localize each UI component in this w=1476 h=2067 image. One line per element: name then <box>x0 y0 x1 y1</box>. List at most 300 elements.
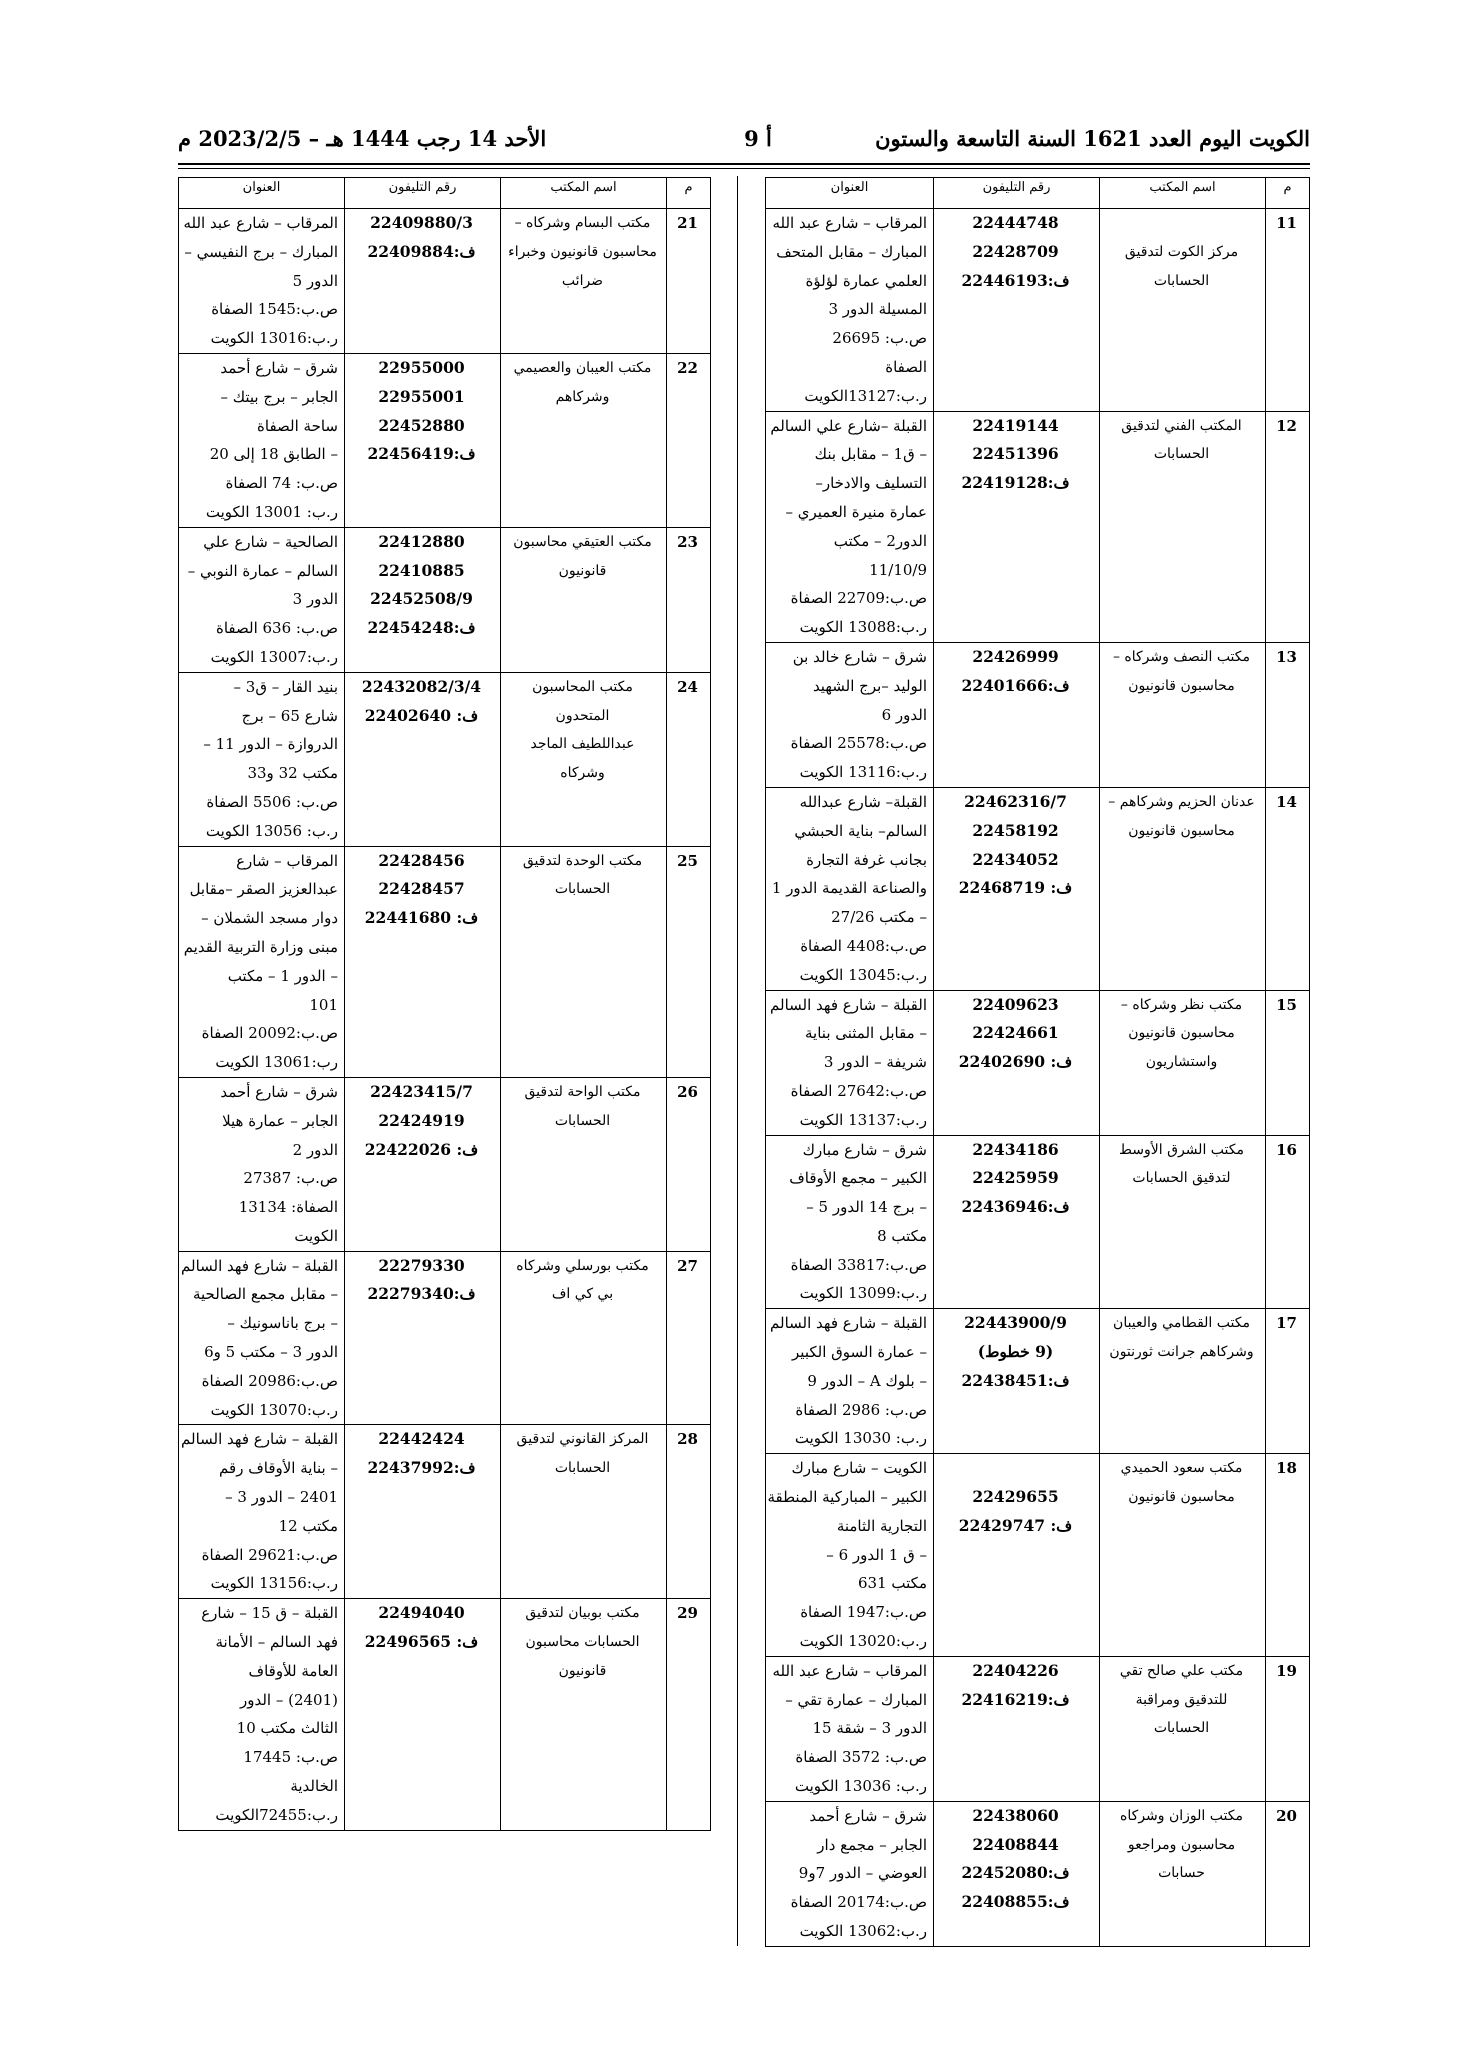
office-address-line: ص.ب: 74 الصفاة <box>225 474 338 493</box>
office-address-line: – برج باناسونيك – <box>227 1314 338 1333</box>
office-name-line: الحسابات <box>554 881 611 898</box>
office-phone-line: ف: 22402640 <box>364 705 479 725</box>
office-phone-line: 22425959 <box>972 1168 1059 1188</box>
table-row <box>179 353 711 527</box>
office-phone <box>345 1251 501 1425</box>
office-address-line: المرقاب – شارع عبد الله <box>183 214 338 232</box>
office-address-line: الكويت <box>294 1226 338 1245</box>
office-phone-line: ف:22409884 <box>367 241 476 261</box>
office-phone <box>345 1599 501 1830</box>
office-address-line: ر.ب:13088 الكويت <box>799 618 927 637</box>
office-address-line: المبارك – مقابل المتحف <box>776 242 927 261</box>
office-address-line: مبنى وزارة التربية القديم <box>183 937 338 956</box>
office-name-line: الحسابات <box>1153 1720 1210 1737</box>
office-phone-line: 22424661 <box>972 1023 1059 1043</box>
office-address-line: شريفة – الدور 3 <box>823 1053 927 1072</box>
office-address-line: الدروازة – الدور 11 – <box>203 735 338 754</box>
table-row <box>766 1454 1310 1657</box>
office-name-line: مكتب الوحدة لتدقيق <box>522 852 643 869</box>
office-address-line: ر.ب:13116 الكويت <box>799 763 927 782</box>
office-address-line: المرقاب – شارع <box>236 851 338 870</box>
office-address-line: العامة للأوقاف <box>248 1661 338 1680</box>
office-address-line: شرق – شارع أحمد <box>220 358 338 377</box>
table-header-row <box>766 178 1310 209</box>
office-address <box>766 209 934 412</box>
office-address-line: الدور 3 – مكتب 5 و6 <box>204 1343 338 1362</box>
office-phone <box>345 353 501 527</box>
office-name <box>1100 1801 1266 1946</box>
office-address-line: التجارية الثامنة <box>836 1516 927 1535</box>
header-rule-thin <box>178 168 1310 169</box>
table-row <box>766 990 1310 1135</box>
row-number: 12 <box>1266 411 1310 642</box>
office-address-line: – مقابل مجمع الصالحية <box>192 1285 338 1304</box>
office-address-line: ر.ب: 13056 الكويت <box>205 821 338 840</box>
office-address <box>179 1077 345 1251</box>
issue-date: الأحد 14 رجب 1444 هـ – 2023/2/5 م <box>178 126 547 151</box>
office-name-line: الحسابات <box>1153 272 1210 289</box>
row-number: 23 <box>667 527 711 672</box>
office-phone-line: ف:22408855 <box>961 1892 1070 1912</box>
office-address-line: ر.ب:13020 الكويت <box>799 1632 927 1651</box>
office-address-line: – مكتب 27/26 <box>831 908 927 927</box>
office-phone-line: ف: 22441680 <box>364 908 479 928</box>
offices-table-left <box>178 177 711 1831</box>
col-header-office-name: اسم المكتب <box>501 178 667 209</box>
office-phone-line: ف:22438451 <box>961 1370 1070 1390</box>
office-address-line: الصالحية – شارع علي <box>203 532 338 551</box>
office-name-line: مكتب المحاسبون <box>532 678 633 695</box>
office-name <box>1100 990 1266 1135</box>
office-name-line: وشركاه <box>560 765 605 782</box>
office-phone-line: 22409880/3 <box>370 213 473 232</box>
office-address-line: القبلة – شارع فهد السالم <box>181 1256 338 1275</box>
office-name <box>1100 1656 1266 1801</box>
office-phone <box>934 1801 1100 1946</box>
office-phone-line: 22408844 <box>972 1834 1059 1854</box>
office-address-line: – بلوك A – الدور 9 <box>807 1371 927 1390</box>
office-name-line: الحسابات <box>1153 446 1210 463</box>
office-name-line: المتحدون <box>555 707 610 724</box>
office-address-line: مكتب 12 <box>278 1516 338 1535</box>
col-header-phone: رقم التليفون <box>345 178 501 209</box>
office-address-line: 11/10/9 <box>869 560 927 579</box>
office-phone <box>934 1135 1100 1309</box>
office-address-line: القبلة – ق 15 – شارع <box>201 1604 338 1623</box>
office-address-line: المسيلة الدور 3 <box>828 300 927 319</box>
office-address-line: ر.ب:13099 الكويت <box>799 1284 927 1303</box>
office-phone-line: 22404226 <box>972 1660 1059 1680</box>
office-phone-line: 22442424 <box>378 1429 465 1449</box>
office-name-line: مركز الكوت لتدقيق <box>1124 243 1239 260</box>
office-address-line: الكبير – مجمع الأوقاف <box>789 1169 927 1188</box>
office-address-line: – ق 1 الدور 6 – <box>826 1545 927 1564</box>
table-row <box>766 1309 1310 1454</box>
row-number: 28 <box>667 1425 711 1599</box>
office-phone-line: 22494040 <box>378 1603 465 1623</box>
office-name <box>1100 209 1266 412</box>
office-address-line: الدور 3 – شقة 15 <box>812 1719 927 1738</box>
office-address-line: القبلة – شارع فهد السالم <box>770 995 927 1014</box>
office-address-line: ص.ب:33817 الصفاة <box>790 1255 927 1274</box>
office-address-line: ر.ب:13016 الكويت <box>210 329 338 348</box>
table-row <box>766 1801 1310 1946</box>
office-phone <box>934 990 1100 1135</box>
office-address-line: (2401) – الدور <box>239 1690 338 1709</box>
office-address <box>179 1599 345 1830</box>
table-row <box>179 846 711 1077</box>
office-address-line: ص.ب:20092 الصفاة <box>201 1024 338 1043</box>
office-address-line: ص.ب:4408 الصفاة <box>800 936 927 955</box>
office-address-line: مكتب 631 <box>858 1574 927 1593</box>
office-address-line: الكويت – شارع مبارك <box>791 1459 927 1478</box>
table-row <box>766 411 1310 642</box>
office-address <box>766 411 934 642</box>
office-address-line: المبارك – عمارة تقي – <box>785 1690 927 1709</box>
office-address-line: ر.ب:13045 الكويت <box>799 965 927 984</box>
office-address-line: ر.ب:72455الكويت <box>215 1805 338 1824</box>
office-phone-line: ف:22454248 <box>367 618 476 638</box>
office-phone-line: ف: 22468719 <box>958 878 1073 898</box>
offices-table-right <box>765 177 1310 1947</box>
table-row <box>179 209 711 354</box>
office-address-line: الثالث مكتب 10 <box>236 1719 338 1738</box>
office-address-line: ص.ب: 5506 الصفاة <box>206 792 338 811</box>
office-phone-line: 22432082/3/4 <box>361 676 482 696</box>
office-address-line: – بناية الأوقاف رقم <box>219 1459 338 1478</box>
office-phone-line: ف:22437992 <box>367 1458 476 1478</box>
office-address-line: العلمي عمارة لؤلؤة <box>805 271 927 290</box>
office-address-line: المرقاب – شارع عبد الله <box>772 214 927 232</box>
office-phone <box>934 642 1100 787</box>
table-row <box>766 1656 1310 1801</box>
office-phone-line: 22419144 <box>972 415 1059 435</box>
office-phone <box>934 1309 1100 1454</box>
office-phone-line: ف:22401666 <box>961 675 1070 695</box>
office-address <box>179 846 345 1077</box>
office-phone-line: 22434186 <box>972 1139 1059 1159</box>
office-name-line: محاسبون قانونيون وخبراء <box>508 243 657 260</box>
office-name-line: وشركاهم <box>555 388 610 405</box>
office-phone-line: 22955000 <box>378 357 465 377</box>
office-address-line: ص.ب: 17445 <box>243 1748 338 1767</box>
office-name-line: قانونيون <box>558 1662 607 1679</box>
office-address <box>766 990 934 1135</box>
office-phone-line: ف:22416219 <box>961 1689 1070 1709</box>
gazette-issue-title: الكويت اليوم العدد 1621 السنة التاسعة والستون <box>875 126 1310 151</box>
table-row <box>766 642 1310 787</box>
office-phone <box>345 846 501 1077</box>
row-number: 27 <box>667 1251 711 1425</box>
office-name-line: مكتب العيبان والعصيمي <box>513 359 652 376</box>
office-address-line: ص.ب: 3572 الصفاة <box>795 1748 927 1767</box>
office-address-line: الصفاة <box>885 357 927 376</box>
office-address-line: القبلة –شارع علي السالم <box>770 416 927 435</box>
office-phone-line: ف: 22422026 <box>364 1139 479 1159</box>
office-name <box>1100 787 1266 990</box>
office-address-line: – الدور 1 – مكتب <box>227 966 338 985</box>
office-address-line: القبلة– شارع عبدالله <box>799 792 927 811</box>
col-header-address: العنوان <box>766 178 934 209</box>
office-name-line: مكتب العتيقي محاسبون <box>513 533 652 550</box>
row-number: 18 <box>1266 1454 1310 1657</box>
office-phone <box>934 787 1100 990</box>
office-address-line: الوليد –برج الشهيد <box>812 676 927 695</box>
office-name-line: مكتب علي صالح تقي <box>1119 1662 1244 1679</box>
office-name-line: مكتب الشرق الأوسط <box>1119 1141 1244 1158</box>
office-name <box>501 353 667 527</box>
office-address-line: شرق – شارع أحمد <box>809 1806 927 1825</box>
office-address-line: الكبير – المباركية المنطقة <box>767 1488 927 1507</box>
office-name <box>501 1599 667 1830</box>
office-phone-line: 22955001 <box>378 386 465 406</box>
office-name <box>1100 1135 1266 1309</box>
office-address-line: المبارك – برج النفيسي – <box>184 242 338 261</box>
office-name-line: وشركاهم جرانت ثورنتون <box>1109 1344 1254 1361</box>
office-address-line: بنيد القار – ق3 – <box>233 677 338 696</box>
office-name <box>501 1077 667 1251</box>
office-address-line: السالم– بناية الحبشي <box>794 821 927 840</box>
office-name-line: محاسبون قانونيون <box>1128 677 1235 694</box>
office-phone-line: 22426999 <box>972 646 1059 666</box>
office-address-line: ر.ب:13062 الكويت <box>799 1922 927 1941</box>
office-phone <box>934 209 1100 412</box>
office-phone-line: ف:22279340 <box>367 1284 476 1304</box>
office-name-line: للتدقيق ومراقبة <box>1135 1691 1228 1708</box>
office-name <box>1100 1309 1266 1454</box>
office-address-line: ر.ب:13156 الكويت <box>210 1574 338 1593</box>
office-phone-line: 22443900/9 <box>964 1313 1067 1333</box>
office-address-line: – مقابل المثنى بناية <box>805 1024 927 1043</box>
office-address-line: دوار مسجد الشملان – <box>201 909 338 928</box>
office-address-line: بجانب غرفة التجارة <box>806 850 927 869</box>
office-name <box>501 672 667 846</box>
office-address-line: شارع 65 – برج <box>241 706 338 725</box>
row-number: 24 <box>667 672 711 846</box>
office-name-line: محاسبون قانونيون <box>1128 822 1235 839</box>
office-phone-line: ف: 22429747 <box>958 1515 1073 1535</box>
office-address-line: ص.ب: 27387 <box>243 1169 338 1188</box>
office-address-line: الصفاة: 13134 <box>238 1198 338 1217</box>
office-address-line: الجابر – برج بيتك – <box>220 387 338 406</box>
office-name <box>1100 642 1266 787</box>
table-row <box>766 1135 1310 1309</box>
header-rule-thick <box>178 163 1310 165</box>
office-address-line: شرق – شارع مبارك <box>802 1140 927 1159</box>
col-header-address: العنوان <box>179 178 345 209</box>
office-name-line: مكتب الوزان وشركاه <box>1120 1807 1243 1824</box>
office-address <box>179 527 345 672</box>
office-address-line: الدور 2 <box>292 1140 338 1159</box>
office-phone-line: 22424919 <box>378 1110 465 1130</box>
office-phone <box>934 411 1100 642</box>
office-name-line: واستشاريون <box>1145 1054 1218 1071</box>
office-phone-line: 22428709 <box>972 241 1059 261</box>
office-phone-line: 22462316/7 <box>964 791 1067 811</box>
office-address-line: القبلة – شارع فهد السالم <box>770 1314 927 1333</box>
office-address <box>766 1656 934 1801</box>
office-address-line: ص.ب:1947 الصفاة <box>800 1603 927 1622</box>
table-row <box>766 209 1310 412</box>
row-number: 20 <box>1266 1801 1310 1946</box>
office-phone <box>934 1656 1100 1801</box>
col-header-phone: رقم التليفون <box>934 178 1100 209</box>
office-address-line: 2401 – الدور 3 – <box>225 1488 338 1507</box>
office-phone-line: (9 خطوط) <box>977 1342 1054 1362</box>
office-name-line: عدنان الحزيم وشركاهم – <box>1108 793 1255 810</box>
office-name-line: مكتب القطامي والعيبان <box>1113 1315 1250 1332</box>
office-name-line: مكتب نظر وشركاه – <box>1120 996 1243 1013</box>
office-address-line: المرقاب – شارع عبد الله <box>772 1661 927 1680</box>
office-phone-line: 22279330 <box>378 1255 465 1275</box>
row-number: 22 <box>667 353 711 527</box>
col-header-num: م <box>1266 178 1310 209</box>
office-name-line: محاسبون قانونيون <box>1128 1025 1235 1042</box>
office-name-line: مكتب النصف وشركاه – <box>1112 648 1251 665</box>
office-address-line: مكتب 8 <box>877 1226 927 1245</box>
office-address-line: ص.ب:25578 الصفاة <box>790 734 927 753</box>
office-address-line: ص.ب:22709 الصفاة <box>790 589 927 608</box>
column-divider <box>737 176 738 1946</box>
table-row <box>179 672 711 846</box>
table-row <box>179 1077 711 1251</box>
office-phone-line: ف:22436946 <box>961 1197 1070 1217</box>
office-address-line: الدور 6 <box>881 705 927 724</box>
office-address-line: – برج 14 الدور 5 – <box>806 1198 927 1217</box>
row-number: 16 <box>1266 1135 1310 1309</box>
table-row <box>179 1599 711 1830</box>
col-header-office-name: اسم المكتب <box>1100 178 1266 209</box>
office-address-line: ص.ب: 26695 <box>832 329 927 348</box>
office-address-line: ص.ب: 2986 الصفاة <box>795 1400 927 1419</box>
row-number: 17 <box>1266 1309 1310 1454</box>
office-phone <box>345 209 501 354</box>
office-address <box>766 1135 934 1309</box>
office-address-line: ر.ب:13127الكويت <box>804 386 927 405</box>
office-name <box>501 1425 667 1599</box>
office-phone <box>345 527 501 672</box>
row-number: 11 <box>1266 209 1310 412</box>
office-name-line: بي كي اف <box>551 1286 614 1303</box>
office-address-line: والصناعة القديمة الدور 1 <box>771 879 927 898</box>
office-name-line: محاسبون ومراجعو <box>1127 1836 1236 1853</box>
office-phone-line: 22429655 <box>972 1487 1059 1507</box>
office-address-line: ص.ب:29621 الصفاة <box>201 1545 338 1564</box>
office-address-line: العوضي – الدور 7و9 <box>798 1864 927 1883</box>
office-address <box>179 1251 345 1425</box>
office-address <box>766 787 934 990</box>
office-phone-line: ف:22456419 <box>367 444 476 464</box>
office-name-line: الحسابات محاسبون <box>525 1634 640 1651</box>
office-phone <box>345 1425 501 1599</box>
row-number: 29 <box>667 1599 711 1830</box>
row-number: 25 <box>667 846 711 1077</box>
table-row <box>179 1251 711 1425</box>
office-address-line: عمارة منيرة العميري – <box>785 502 927 521</box>
office-address-line: ر.ب:13137 الكويت <box>799 1110 927 1129</box>
office-address <box>179 672 345 846</box>
office-name-line: عبداللطيف الماجد <box>530 736 635 753</box>
office-name <box>1100 1454 1266 1657</box>
office-address-line: – ق1 – مقابل بنك <box>814 445 927 464</box>
office-address-line: الخالدية <box>290 1777 338 1796</box>
office-phone-line: 22438060 <box>972 1805 1059 1825</box>
office-address-line: رب:13061 الكويت <box>215 1053 338 1072</box>
office-address-line: القبلة – شارع فهد السالم <box>181 1430 338 1449</box>
table-row <box>179 527 711 672</box>
office-address-line: السالم – عمارة النوبي – <box>187 561 338 580</box>
row-number: 15 <box>1266 990 1310 1135</box>
office-address-line: ص.ب:1545 الصفاة <box>211 300 338 319</box>
office-name <box>1100 411 1266 642</box>
office-address <box>766 642 934 787</box>
office-address-line: ر.ب: 13036 الكويت <box>794 1777 927 1796</box>
office-phone-line: 22434052 <box>972 849 1059 869</box>
office-address <box>179 353 345 527</box>
office-name-line: حسابات <box>1158 1865 1205 1882</box>
office-name-line: محاسبون قانونيون <box>1128 1489 1235 1506</box>
office-phone-line: ف: 22402690 <box>958 1052 1073 1072</box>
office-phone-line: ف: 22496565 <box>364 1632 479 1652</box>
office-name-line: قانونيون <box>558 562 607 579</box>
office-address-line: الدور 3 <box>292 590 338 609</box>
table-row <box>179 1425 711 1599</box>
office-address-line: 101 <box>309 995 338 1014</box>
office-phone-line: ف:22419128 <box>961 473 1070 493</box>
office-address-line: – عمارة السوق الكبير <box>792 1343 927 1362</box>
office-phone-line: 22409623 <box>972 994 1059 1014</box>
office-address-line: – الطابق 18 إلى 20 <box>209 445 338 464</box>
office-name-line: مكتب سعود الحميدي <box>1120 1460 1243 1477</box>
office-address <box>179 1425 345 1599</box>
office-name-line: مكتب بورسلي وشركاه <box>516 1257 649 1274</box>
office-name-line: المكتب الفني لتدقيق <box>1121 417 1242 434</box>
office-address-line: الجابر – مجمع دار <box>817 1835 927 1854</box>
page-number: أ 9 <box>744 126 772 151</box>
office-phone-line: 22452508/9 <box>370 589 473 609</box>
office-address <box>179 209 345 354</box>
office-address-line: الدور 5 <box>292 271 338 290</box>
office-phone-line: 22451396 <box>972 444 1059 464</box>
office-address-line: التسليف والادخار– <box>815 474 927 493</box>
office-phone-line: 22428457 <box>378 879 465 899</box>
office-phone-line: ف:22452080 <box>961 1863 1070 1883</box>
table-header-row <box>179 178 711 209</box>
office-address-line: مكتب 32 و33 <box>247 764 338 783</box>
row-number: 19 <box>1266 1656 1310 1801</box>
office-name <box>501 1251 667 1425</box>
office-address-line: عبدالعزيز الصقر –مقابل <box>189 880 338 899</box>
office-address-line: ر.ب:13007 الكويت <box>210 647 338 666</box>
office-name-line: مكتب بوبيان لتدقيق <box>525 1605 640 1622</box>
office-name-line: المركز القانوني لتدقيق <box>516 1431 649 1448</box>
office-phone-line: 22423415/7 <box>370 1081 473 1101</box>
office-address <box>766 1309 934 1454</box>
row-number: 13 <box>1266 642 1310 787</box>
office-phone-line: 22444748 <box>972 213 1059 232</box>
office-address-line: الدور2 – مكتب <box>833 531 927 550</box>
office-address <box>766 1801 934 1946</box>
table-row <box>766 787 1310 990</box>
office-phone-line: 22458192 <box>972 820 1059 840</box>
office-name-line: ضرائب <box>561 272 604 289</box>
office-name-line: الحسابات <box>554 1112 611 1129</box>
office-name-line: لتدقيق الحسابات <box>1132 1170 1231 1187</box>
office-phone <box>345 1077 501 1251</box>
office-address-line: ر.ب:13070 الكويت <box>210 1400 338 1419</box>
office-address-line: شرق – شارع أحمد <box>220 1082 338 1101</box>
office-name-line: الحسابات <box>554 1460 611 1477</box>
